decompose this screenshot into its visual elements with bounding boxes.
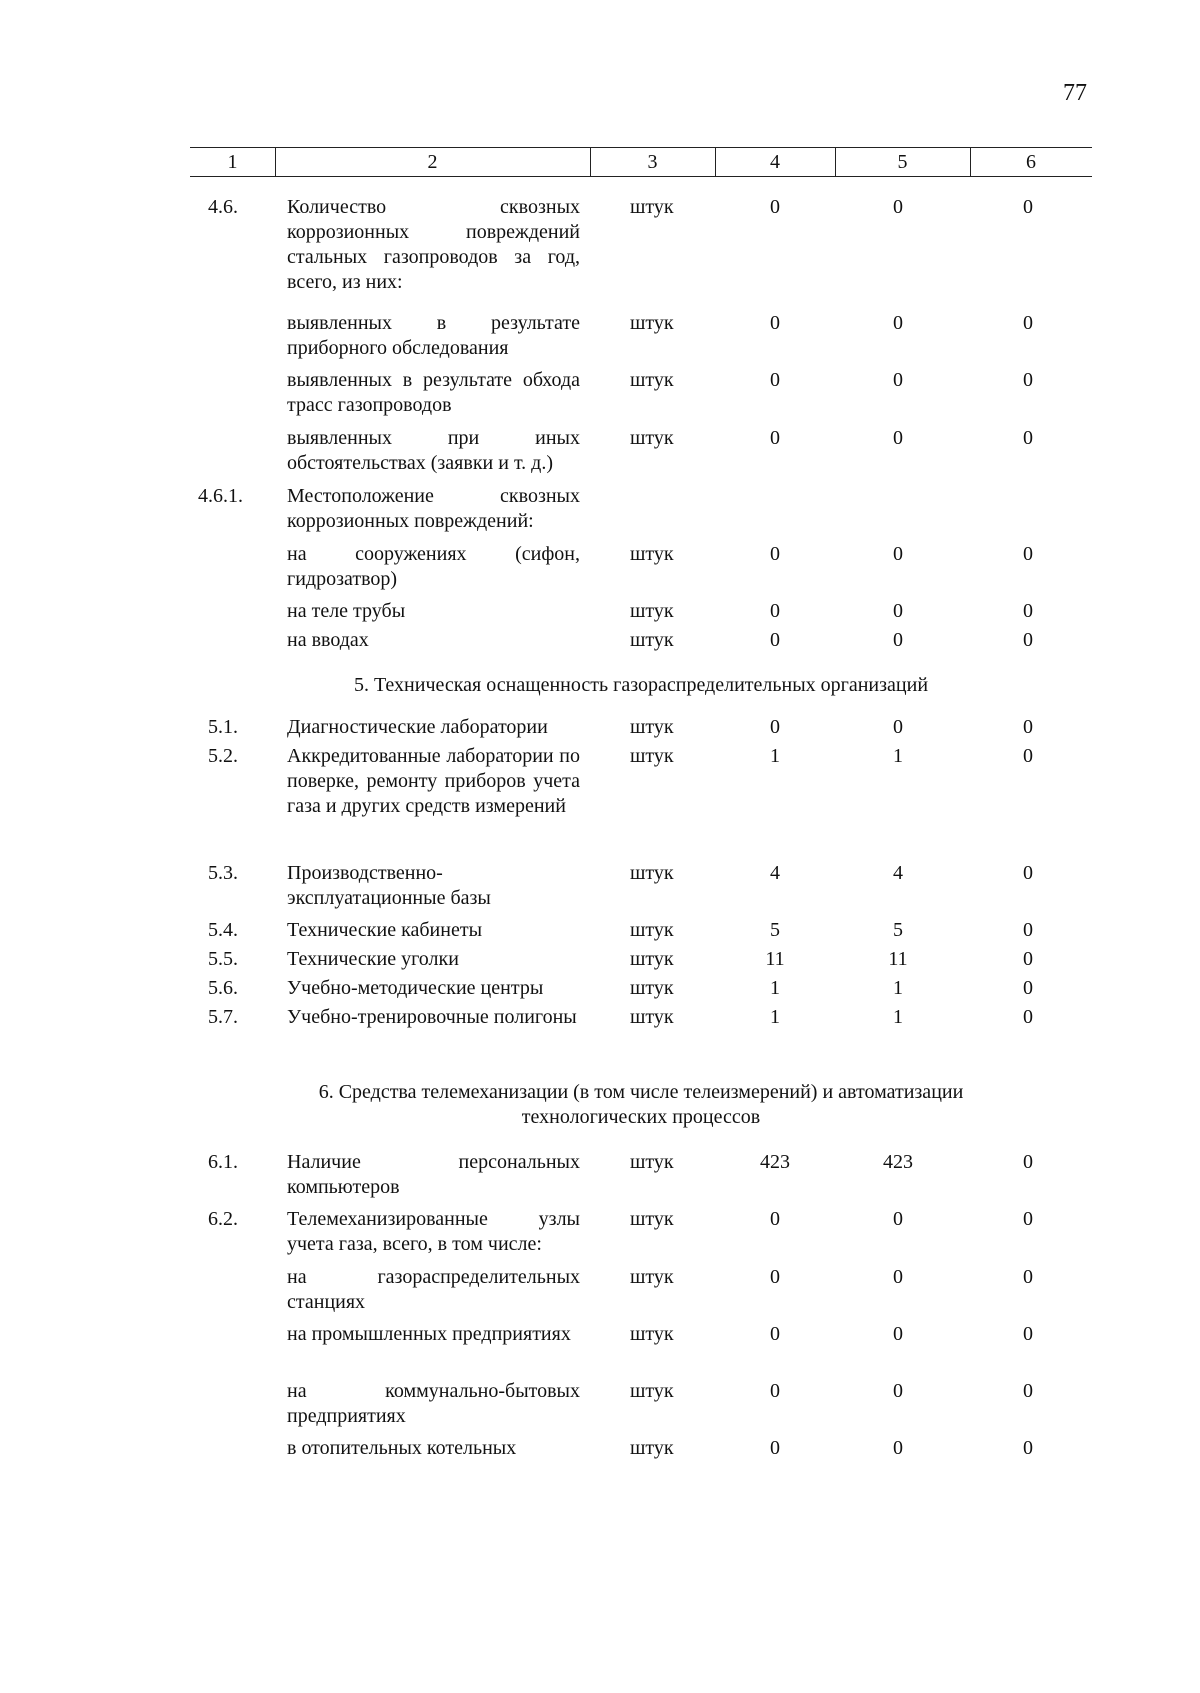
row-value-col5: 0 xyxy=(893,543,903,565)
header-col-4: 4 xyxy=(770,151,780,173)
section-6-title xyxy=(190,1080,1092,1130)
header-col-5: 5 xyxy=(897,151,908,173)
row-value-col6: 0 xyxy=(1023,1437,1033,1459)
row-value-col6: 0 xyxy=(1023,1151,1033,1173)
row-description: Телемеханизированные узлы учета газа, всего, в том числе: xyxy=(287,1208,580,1255)
row-value-col6: 0 xyxy=(1023,745,1033,767)
row-value-col6: 0 xyxy=(1023,862,1033,884)
section-5-title: 5. Техническая оснащенность газораспределительных организаций xyxy=(353,674,929,696)
row-unit: штук xyxy=(630,196,674,218)
row-description: Учебно-методические центры xyxy=(287,977,544,999)
row-value-col6: 0 xyxy=(1023,1208,1033,1230)
row-value-col4: 0 xyxy=(770,1208,780,1230)
row-value-col5: 423 xyxy=(883,1151,913,1173)
row-value-col5: 0 xyxy=(893,600,903,622)
row-unit: штук xyxy=(630,1323,674,1345)
row-value-col4: 0 xyxy=(770,427,780,449)
row-description: Технические кабинеты xyxy=(287,919,483,941)
row-value-col4: 0 xyxy=(770,716,780,738)
table-header xyxy=(190,147,1092,177)
row-value-col5: 0 xyxy=(893,1323,903,1345)
row-value-col5: 1 xyxy=(893,1006,903,1028)
row-value-col6: 0 xyxy=(1023,629,1033,651)
row-unit: штук xyxy=(630,543,674,565)
row-value-col4: 1 xyxy=(770,977,780,999)
row-unit: штук xyxy=(630,862,674,884)
row-description: Местоположение сквозных коррозионных повреждений: xyxy=(287,485,580,532)
row-value-col6: 0 xyxy=(1023,977,1033,999)
row-value-col5: 0 xyxy=(893,196,903,218)
row-value-col6: 0 xyxy=(1023,1006,1033,1028)
row-number: 5.7. xyxy=(208,1006,238,1028)
row-value-col5: 0 xyxy=(893,427,903,449)
row-value-col6: 0 xyxy=(1023,1323,1033,1345)
header-col-2: 2 xyxy=(427,151,438,173)
row-value-col5: 11 xyxy=(888,948,908,970)
row-value-col5: 1 xyxy=(893,977,903,999)
row-number: 6.2. xyxy=(208,1208,238,1230)
row-description: на вводах xyxy=(287,629,369,651)
row-value-col5: 0 xyxy=(893,1380,903,1402)
row-value-col5: 5 xyxy=(893,919,903,941)
row-value-col4: 0 xyxy=(770,1380,780,1402)
header-col-6: 6 xyxy=(1026,151,1036,173)
row-value-col4: 0 xyxy=(770,1266,780,1288)
row-unit: штук xyxy=(630,427,674,449)
header-col-1: 1 xyxy=(227,151,238,173)
row-description: Производственно-эксплуатационные базы xyxy=(287,862,491,909)
row-unit: штук xyxy=(630,312,674,334)
row-number: 5.5. xyxy=(208,948,238,970)
row-value-col6: 0 xyxy=(1023,948,1033,970)
row-unit: штук xyxy=(630,1006,674,1028)
row-unit: штук xyxy=(630,1151,674,1173)
row-number: 4.6. xyxy=(208,196,238,218)
row-unit: штук xyxy=(630,629,674,651)
row-unit: штук xyxy=(630,919,674,941)
row-value-col6: 0 xyxy=(1023,716,1033,738)
row-description: Аккредитованные лаборатории по поверке, ремонту приборов учета газа и других средств измерений xyxy=(287,745,580,817)
row-value-col5: 0 xyxy=(893,1266,903,1288)
row-value-col6: 0 xyxy=(1023,543,1033,565)
row-description: на коммунально-бытовых предприятиях xyxy=(287,1380,580,1427)
row-value-col4: 0 xyxy=(770,1323,780,1345)
header-col-3: 3 xyxy=(647,151,658,173)
row-description: Технические уголки xyxy=(287,948,459,970)
row-description: выявленных в результате обхода трасс газопроводов xyxy=(287,369,580,416)
row-unit: штук xyxy=(630,1266,674,1288)
row-description: Учебно-тренировочные полигоны xyxy=(287,1006,577,1028)
row-unit: штук xyxy=(630,369,674,391)
row-value-col6: 0 xyxy=(1023,427,1033,449)
page-number: 77 xyxy=(1063,80,1087,106)
row-value-col5: 0 xyxy=(893,629,903,651)
row-value-col5: 0 xyxy=(893,716,903,738)
row-number: 5.1. xyxy=(208,716,238,738)
row-value-col4: 0 xyxy=(770,1437,780,1459)
row-value-col4: 1 xyxy=(770,745,780,767)
row-number: 5.2. xyxy=(208,745,238,767)
row-value-col4: 4 xyxy=(770,862,780,884)
row-description: на газораспределительных станциях xyxy=(287,1266,580,1313)
section-6-title-line-1: 6. Средства телемеханизации (в том числе телеизмерений) и автоматизации xyxy=(318,1081,964,1103)
row-description: выявленных в результате приборного обследования xyxy=(287,312,580,359)
row-unit: штук xyxy=(630,716,674,738)
row-value-col6: 0 xyxy=(1023,919,1033,941)
row-value-col6: 0 xyxy=(1023,1266,1033,1288)
row-description: Диагностические лаборатории xyxy=(287,716,548,738)
row-value-col4: 1 xyxy=(770,1006,780,1028)
row-value-col6: 0 xyxy=(1023,369,1033,391)
row-unit: штук xyxy=(630,1208,674,1230)
row-number: 6.1. xyxy=(208,1151,238,1173)
row-unit: штук xyxy=(630,977,674,999)
row-value-col4: 0 xyxy=(770,600,780,622)
row-description: выявленных при иных обстоятельствах (заявки и т. д.) xyxy=(287,427,580,474)
row-unit: штук xyxy=(630,1380,674,1402)
row-description: Наличие персональных компьютеров xyxy=(287,1151,580,1198)
row-value-col4: 0 xyxy=(770,629,780,651)
row-description: на промышленных предприятиях xyxy=(287,1323,571,1345)
row-number: 5.4. xyxy=(208,919,238,941)
row-value-col5: 0 xyxy=(893,1208,903,1230)
row-description: на сооружениях (сифон, гидрозатвор) xyxy=(287,543,580,590)
row-value-col5: 1 xyxy=(893,745,903,767)
row-value-col4: 0 xyxy=(770,312,780,334)
row-value-col6: 0 xyxy=(1023,312,1033,334)
row-number: 5.6. xyxy=(208,977,238,999)
row-value-col4: 0 xyxy=(770,196,780,218)
row-value-col5: 4 xyxy=(893,862,903,884)
section-6-title-line-2: технологических процессов xyxy=(521,1106,761,1128)
row-value-col4: 423 xyxy=(760,1151,790,1173)
row-description: на теле трубы xyxy=(287,600,406,622)
row-description: Количество сквозных коррозионных повреждений стальных газопроводов за год, всего, из них: xyxy=(287,196,580,293)
row-value-col6: 0 xyxy=(1023,1380,1033,1402)
row-unit: штук xyxy=(630,948,674,970)
row-unit: штук xyxy=(630,1437,674,1459)
row-value-col6: 0 xyxy=(1023,600,1033,622)
row-value-col6: 0 xyxy=(1023,196,1033,218)
row-description: в отопительных котельных xyxy=(287,1437,517,1459)
row-value-col4: 0 xyxy=(770,543,780,565)
row-value-col5: 0 xyxy=(893,369,903,391)
row-value-col4: 5 xyxy=(770,919,780,941)
row-unit: штук xyxy=(630,600,674,622)
row-unit: штук xyxy=(630,745,674,767)
row-value-col4: 11 xyxy=(765,948,785,970)
row-number: 4.6.1. xyxy=(198,485,243,507)
row-value-col5: 0 xyxy=(893,1437,903,1459)
row-value-col4: 0 xyxy=(770,369,780,391)
row-number: 5.3. xyxy=(208,862,238,884)
row-value-col5: 0 xyxy=(893,312,903,334)
